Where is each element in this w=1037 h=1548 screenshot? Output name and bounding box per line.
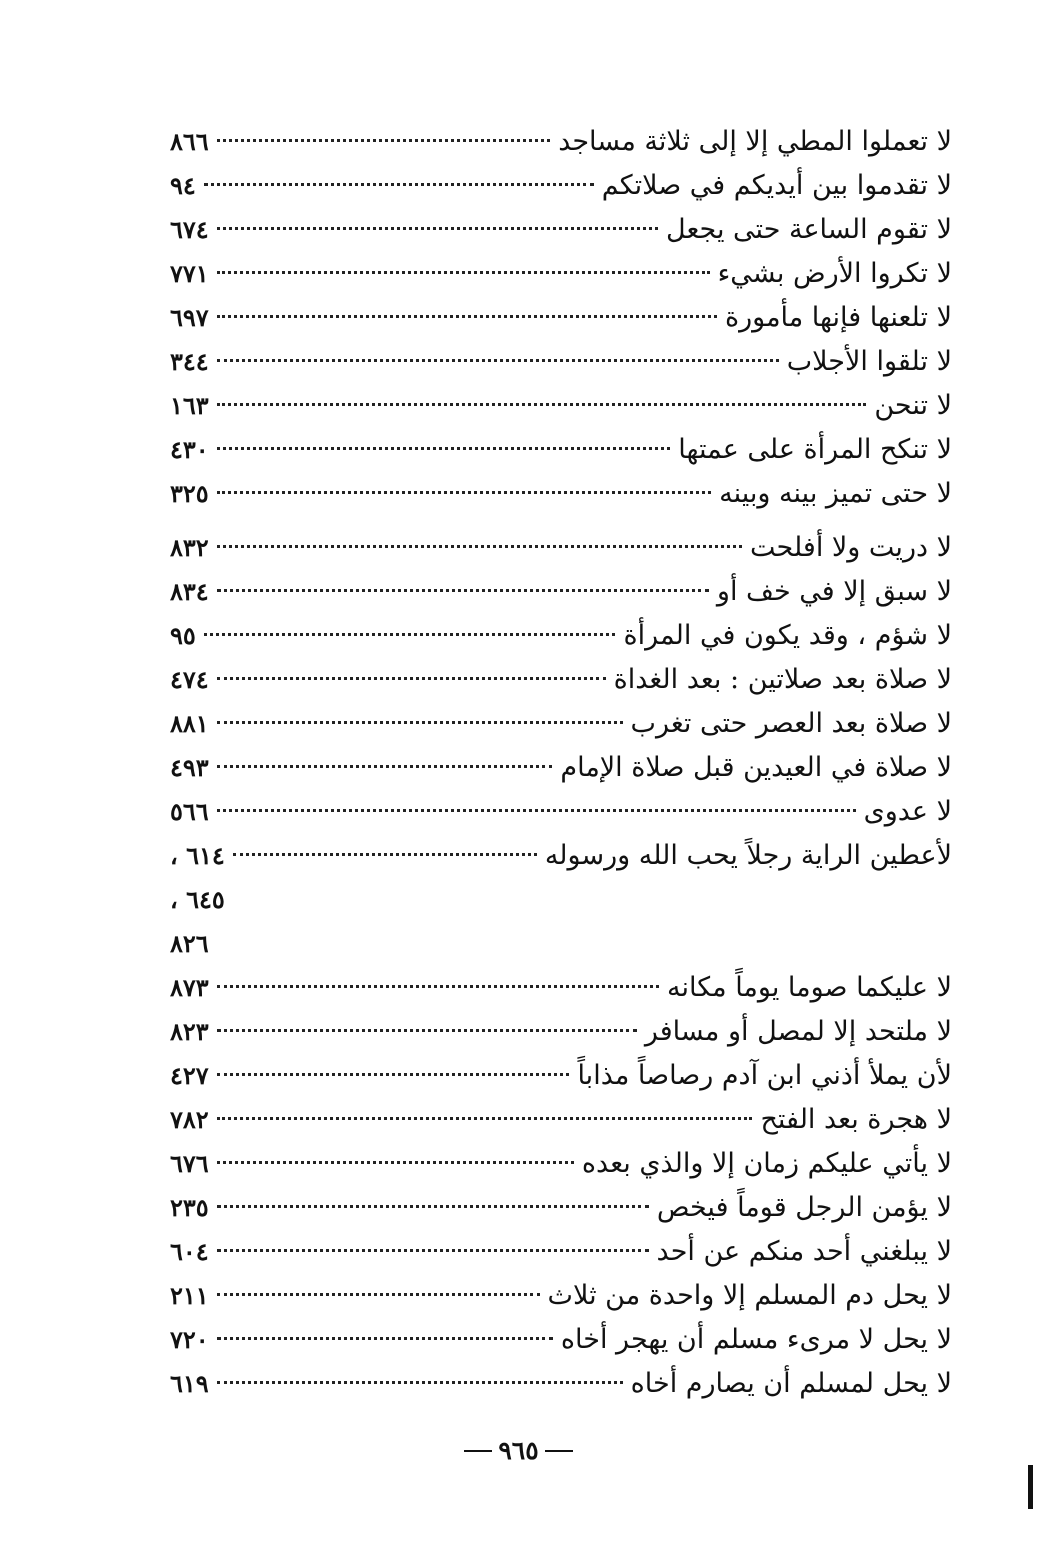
entry-text: لا دريت ولا أفلحت bbox=[750, 532, 952, 563]
index-entry bbox=[170, 208, 952, 252]
leader-dots bbox=[233, 853, 537, 856]
leader-dots bbox=[217, 1337, 553, 1340]
scan-edge-mark bbox=[1028, 1465, 1033, 1509]
index-entry bbox=[170, 1186, 952, 1230]
leader-dots bbox=[217, 1249, 649, 1252]
index-entry bbox=[170, 614, 952, 658]
leader-dots bbox=[217, 1205, 649, 1208]
page-footer bbox=[0, 1436, 1037, 1465]
leader-dots bbox=[217, 359, 779, 362]
leader-dots bbox=[217, 315, 717, 318]
entry-page-number: ٨٧٣ bbox=[170, 973, 209, 1002]
index-entry bbox=[170, 1318, 952, 1362]
leader-dots bbox=[217, 403, 867, 406]
index-entry bbox=[170, 702, 952, 746]
entry-text: لا يحل لمسلم أن يصارم أخاه bbox=[630, 1368, 952, 1399]
leader-dots bbox=[217, 139, 551, 142]
leader-dots bbox=[217, 491, 711, 494]
entry-page-number: ٤٩٣ bbox=[170, 753, 209, 782]
entry-page-number: ٤٢٧ bbox=[170, 1061, 209, 1090]
entry-text: لا يحل لا مرىء مسلم أن يهجر أخاه bbox=[560, 1324, 952, 1355]
index-entry bbox=[170, 658, 952, 702]
footer-rule bbox=[545, 1450, 573, 1452]
entry-text: لا سبق إلا في خف أو bbox=[716, 576, 952, 607]
entry-page-number: ٣٢٥ bbox=[170, 479, 209, 508]
index-entry bbox=[170, 428, 952, 472]
index-entry bbox=[170, 252, 952, 296]
index-entry bbox=[170, 790, 952, 834]
entry-page-number: ٦٧٦ bbox=[170, 1149, 209, 1178]
entry-text: لا تلقوا الأجلاب bbox=[786, 346, 952, 377]
leader-dots bbox=[217, 765, 553, 768]
index-entry bbox=[170, 384, 952, 428]
index-entry bbox=[170, 120, 952, 164]
entry-page-number: ٨٣٢ bbox=[170, 533, 209, 562]
entry-text: لا تلعنها فإنها مأمورة bbox=[724, 302, 952, 333]
index-entry bbox=[170, 340, 952, 384]
index-entry bbox=[170, 472, 952, 516]
leader-dots bbox=[217, 985, 659, 988]
entry-page-number: ٦٩٧ bbox=[170, 303, 209, 332]
leader-dots bbox=[217, 1073, 570, 1076]
index-entry bbox=[170, 1230, 952, 1274]
entry-text: لا صلاة بعد العصر حتى تغرب bbox=[630, 708, 952, 739]
hadith-index-list bbox=[170, 120, 952, 1406]
entry-page-number: ٨٦٦ bbox=[170, 127, 209, 156]
index-entry bbox=[170, 570, 952, 614]
entry-text: لا يبلغني أحد منكم عن أحد bbox=[656, 1236, 952, 1267]
index-entry bbox=[170, 296, 952, 340]
entry-page-number: ٥٦٦ bbox=[170, 797, 209, 826]
entry-text: لا صلاة بعد صلاتين : بعد الغداة bbox=[613, 664, 952, 695]
entry-page-number: ٩٥ bbox=[170, 621, 196, 650]
leader-dots bbox=[217, 271, 710, 274]
index-entry bbox=[170, 164, 952, 208]
entry-page-number: ٤٣٠ bbox=[170, 435, 209, 464]
entry-page-number: ٣٤٤ bbox=[170, 347, 209, 376]
leader-dots bbox=[217, 1381, 623, 1384]
leader-dots bbox=[217, 545, 742, 548]
index-entry bbox=[170, 1274, 952, 1318]
footer-rule bbox=[464, 1450, 492, 1452]
entry-page-number: ٧٧١ bbox=[170, 259, 209, 288]
entry-page-number: ٦١٩ bbox=[170, 1369, 209, 1398]
entry-text: لا هجرة بعد الفتح bbox=[760, 1104, 952, 1135]
entry-text: لا تكروا الأرض بشيء bbox=[717, 258, 952, 289]
entry-page-number: ٢٣٥ bbox=[170, 1193, 209, 1222]
index-entry bbox=[170, 1362, 952, 1406]
entry-text: لا صلاة في العيدين قبل صلاة الإمام bbox=[560, 752, 952, 783]
leader-dots bbox=[217, 1117, 753, 1120]
entry-page-number: ٨٢٣ bbox=[170, 1017, 209, 1046]
entry-text: لا يأتي عليكم زمان إلا والذي بعده bbox=[581, 1148, 952, 1179]
entry-page-number: ٦١٤ ، bbox=[170, 841, 225, 870]
entry-text: لا حتى تميز بينه وبينه bbox=[719, 478, 952, 509]
index-entry-continuation bbox=[170, 878, 952, 922]
leader-dots bbox=[204, 633, 616, 636]
entry-page-number: ٨٣٤ bbox=[170, 577, 209, 606]
leader-dots bbox=[217, 227, 658, 230]
entry-text: لا عليكما صوما يوماً مكانه bbox=[667, 972, 952, 1003]
leader-dots bbox=[217, 809, 856, 812]
leader-dots bbox=[217, 1029, 637, 1032]
leader-dots bbox=[204, 183, 594, 186]
leader-dots bbox=[217, 589, 709, 592]
leader-dots bbox=[217, 1161, 574, 1164]
entry-text: لا يؤمن الرجل قوماً فيخص bbox=[656, 1192, 952, 1223]
entry-page-number: ٨٨١ bbox=[170, 709, 209, 738]
leader-dots bbox=[217, 677, 606, 680]
entry-page-number: ٩٤ bbox=[170, 171, 196, 200]
entry-page-number: ١٦٣ bbox=[170, 391, 209, 420]
entry-text: لا تنحن bbox=[874, 390, 952, 421]
index-entry bbox=[170, 1098, 952, 1142]
entry-page-number: ٦٧٤ bbox=[170, 215, 209, 244]
leader-dots bbox=[217, 721, 623, 724]
entry-page-number: ٧٨٢ bbox=[170, 1105, 209, 1134]
index-entry bbox=[170, 1010, 952, 1054]
index-entry bbox=[170, 834, 952, 878]
entry-page-number: ٤٧٤ bbox=[170, 665, 209, 694]
entry-page-number: ٧٢٠ bbox=[170, 1325, 209, 1354]
entry-text: لا تنكح المرأة على عمتها bbox=[678, 434, 952, 465]
entry-page-number: ٢١١ bbox=[170, 1281, 209, 1310]
entry-text: لا تقوم الساعة حتى يجعل bbox=[666, 214, 952, 245]
entry-text: لا يحل دم المسلم إلا واحدة من ثلاث bbox=[547, 1280, 952, 1311]
entry-page-number: ٨٢٦ bbox=[170, 929, 209, 958]
index-entry bbox=[170, 526, 952, 570]
index-entry bbox=[170, 1054, 952, 1098]
page-number: ٩٦٥ bbox=[498, 1436, 539, 1465]
entry-text: لا تقدموا بين أيديكم في صلاتكم bbox=[601, 170, 952, 201]
index-entry bbox=[170, 746, 952, 790]
entry-text: لأعطين الراية رجلاً يحب الله ورسوله bbox=[544, 840, 952, 871]
entry-text: لا شؤم ، وقد يكون في المرأة bbox=[623, 620, 952, 651]
entry-page-number: ٦٤٥ ، bbox=[170, 885, 225, 914]
entry-text: لا عدوى bbox=[863, 796, 952, 827]
index-entry-continuation bbox=[170, 922, 952, 966]
index-entry bbox=[170, 1142, 952, 1186]
entry-page-number: ٦٠٤ bbox=[170, 1237, 209, 1266]
leader-dots bbox=[217, 1293, 540, 1296]
entry-text: لا ملتحد إلا لمصل أو مسافر bbox=[644, 1016, 952, 1047]
index-entry bbox=[170, 966, 952, 1010]
entry-text: لأن يملأ أذني ابن آدم رصاصاً مذاباً bbox=[577, 1060, 952, 1091]
leader-dots bbox=[217, 447, 671, 450]
entry-text: لا تعملوا المطي إلا إلى ثلاثة مساجد bbox=[558, 126, 952, 157]
